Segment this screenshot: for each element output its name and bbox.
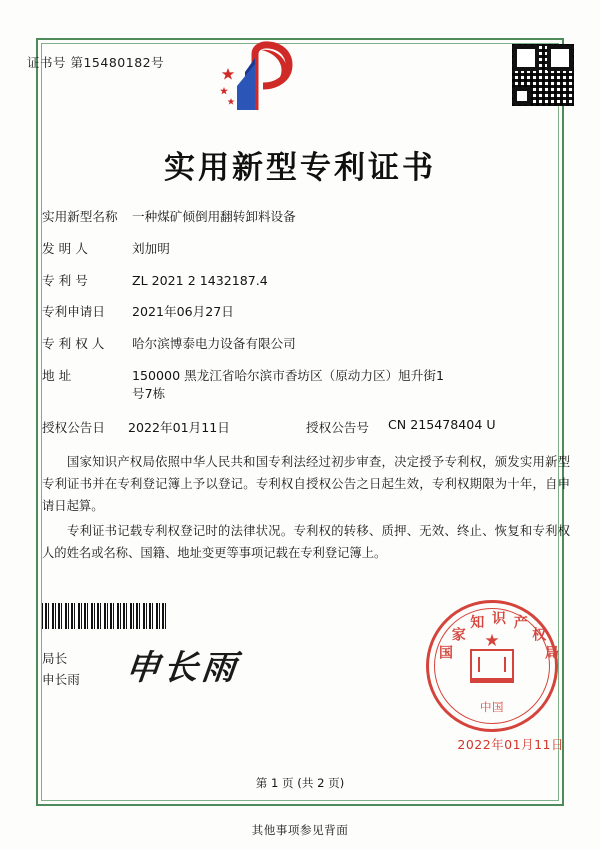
qr-code-icon xyxy=(512,44,574,106)
seal-star-icon: ★ xyxy=(484,631,500,651)
field-value: 2022年01月11日 xyxy=(128,419,230,435)
page-number: 第 1 页 (共 2 页) xyxy=(255,776,345,790)
official-red-seal-icon xyxy=(426,600,558,732)
handwritten-signature: 申长雨 xyxy=(123,648,242,688)
field-publication-number xyxy=(306,417,570,436)
field-value: 刘加明 xyxy=(132,240,170,256)
field-value xyxy=(128,367,570,404)
field-value: 哈尔滨博泰电力设备有限公司 xyxy=(132,336,296,351)
field-value: CN 215478404 U xyxy=(388,416,496,432)
footnote: 其他事项参见背面 xyxy=(251,823,349,837)
director-role-label: 局长 xyxy=(42,651,68,666)
field-row-patentee xyxy=(42,335,570,353)
field-label: 专 利 号 xyxy=(42,272,88,288)
field-value: 2021年06月27日 xyxy=(132,304,234,320)
field-row-application-date xyxy=(42,303,570,321)
seal-bottom-text: 中国 xyxy=(480,700,504,714)
director-name-label: 申长雨 xyxy=(42,672,80,688)
field-value: 一种煤矿倾倒用翻转卸料设备 xyxy=(132,209,296,224)
patent-office-logo-icon xyxy=(215,38,307,116)
field-row-patent-number xyxy=(42,272,570,290)
field-row-utility-model-name xyxy=(42,208,570,226)
legal-paragraph-2: 专利证书记载专利权登记时的法律状况。专利权的转移、质押、无效、终止、恢复和专利权人的姓名或名称、国籍、地址变更等事项记载在专利登记簿上。 xyxy=(42,523,570,560)
field-label: 地 址 xyxy=(42,367,72,383)
certificate-number: 证书号 第15480182号 xyxy=(27,55,165,70)
field-label: 实用新型名称 xyxy=(42,209,118,224)
field-label: 授权公告号 xyxy=(306,419,369,435)
seal-circular-text: 国 家 知 识 产 权 局 xyxy=(439,611,559,662)
field-row-grant-publication xyxy=(42,417,570,436)
field-label: 发 明 人 xyxy=(42,240,88,256)
address-line-2: 号7栋 xyxy=(132,386,166,401)
barcode-icon xyxy=(42,603,166,629)
field-label: 授权公告日 xyxy=(42,419,105,435)
seal-date: 2022年01月11日 xyxy=(457,737,564,752)
address-line-1: 150000 黑龙江省哈尔滨市香坊区（原动力区）旭升街1 xyxy=(132,367,444,383)
field-grant-date xyxy=(42,417,306,436)
certificate-fields xyxy=(42,208,570,448)
legal-text-block xyxy=(42,452,570,567)
page-title: 实用新型专利证书 xyxy=(164,150,436,186)
field-label: 专利申请日 xyxy=(42,304,105,320)
field-value: ZL 2021 2 1432187.4 xyxy=(132,272,268,288)
legal-paragraph-1: 国家知识产权局依照中华人民共和国专利法经过初步审查，决定授予专利权，颁发实用新型专利证书并在专利登记簿上予以登记。专利权自授权公告之日起生效，专利权期限为十年，自申请日起算。 xyxy=(42,455,570,513)
signature-labels xyxy=(42,648,80,691)
field-row-address xyxy=(42,367,570,404)
field-label: 专 利 权 人 xyxy=(42,336,105,351)
field-row-inventor xyxy=(42,240,570,258)
